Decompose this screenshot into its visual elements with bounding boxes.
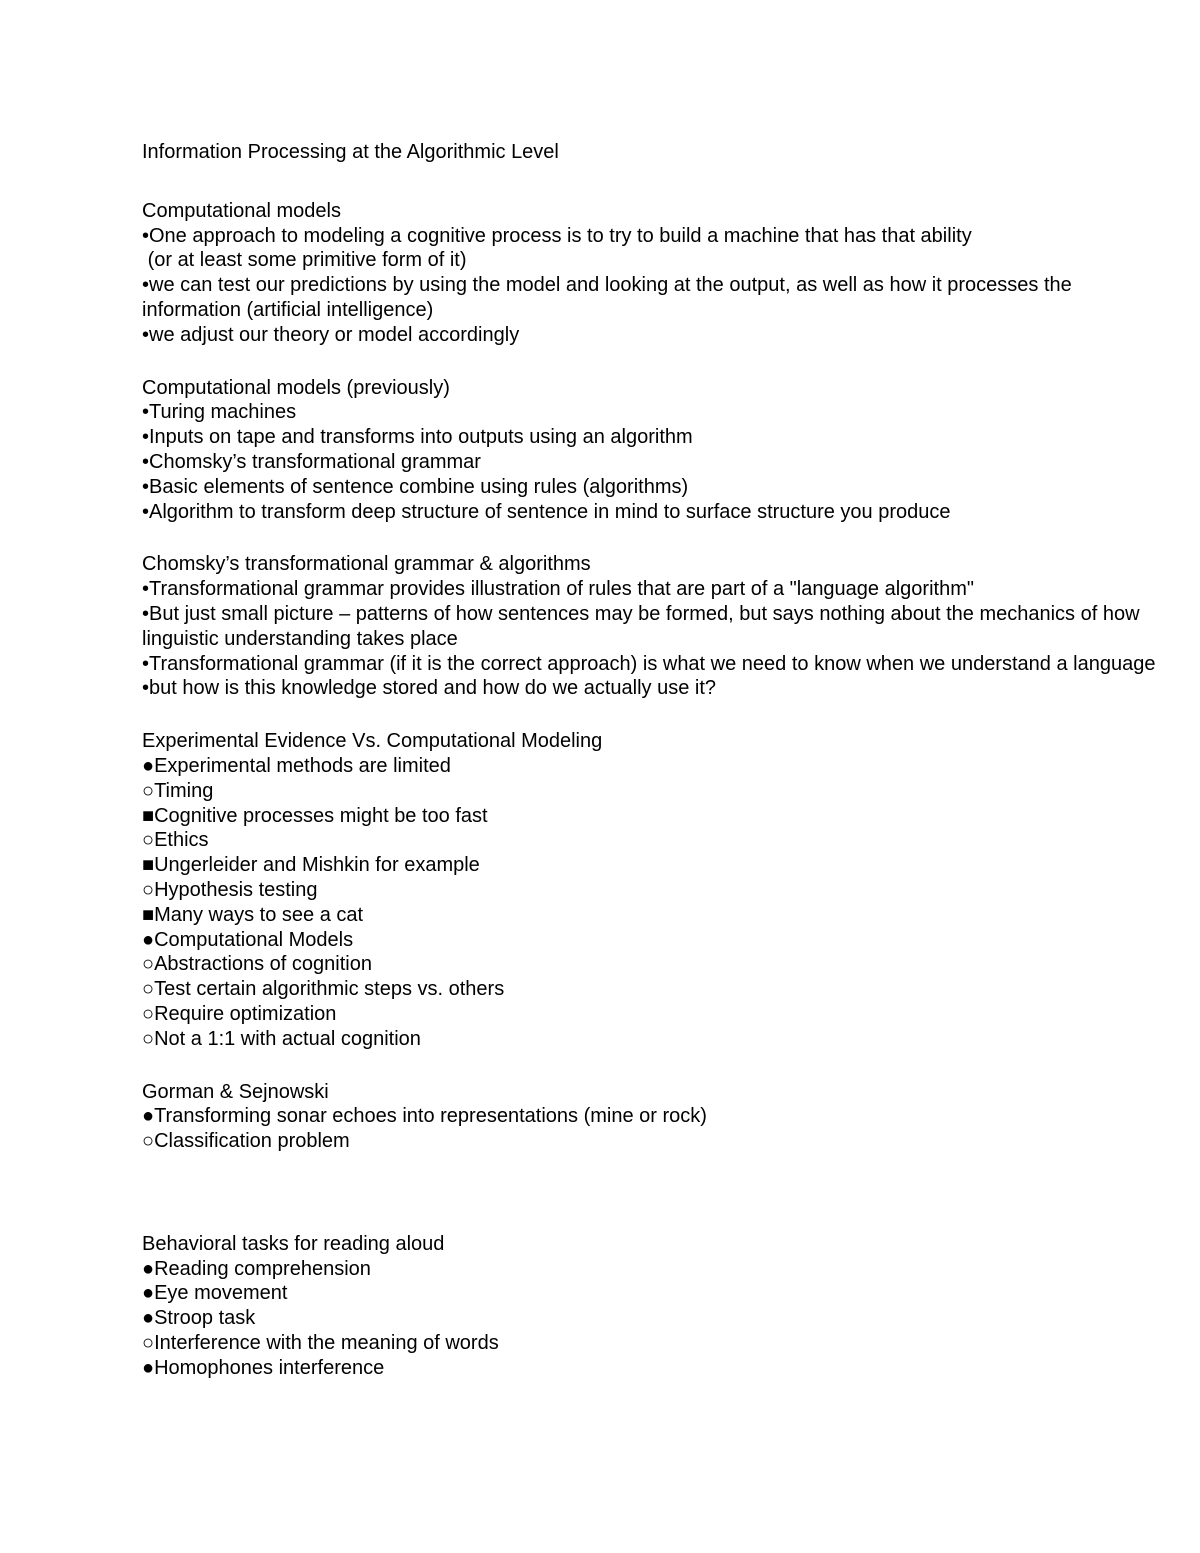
bullet-line: ●Computational Models — [142, 928, 354, 951]
section-heading: Computational models — [142, 199, 341, 222]
section-chomsky-grammar — [142, 552, 1162, 701]
bullet-line: ●Experimental methods are limited — [142, 754, 451, 777]
bullet-line: ●Reading comprehension — [142, 1257, 371, 1280]
bullet-line: ○Timing — [142, 779, 214, 802]
bullet-line: •but how is this knowledge stored and how do we actually use it? — [142, 677, 717, 700]
bullet-line: ○Hypothesis testing — [142, 878, 318, 901]
section-gorman-sejnowski — [142, 1080, 1162, 1154]
section-heading: Experimental Evidence Vs. Computational Modeling — [142, 730, 603, 753]
bullet-line: •Basic elements of sentence combine using rules (algorithms) — [142, 475, 689, 498]
bullet-line: ■Many ways to see a cat — [142, 903, 364, 926]
section-heading: Behavioral tasks for reading aloud — [142, 1232, 445, 1255]
section-experimental-vs-computational — [142, 729, 1162, 1051]
bullet-line: •we adjust our theory or model accordingly — [142, 323, 520, 346]
bullet-line: ●Transforming sonar echoes into representations (mine or rock) — [142, 1105, 707, 1128]
bullet-line: •But just small picture – patterns of how sentences may be formed, but says nothing about the mechanics of how linguistic understanding takes place — [142, 602, 1146, 650]
bullet-line: ○Abstractions of cognition — [142, 953, 372, 976]
bullet-line: ○Test certain algorithmic steps vs. others — [142, 978, 505, 1001]
section-heading: Gorman & Sejnowski — [142, 1080, 329, 1103]
bullet-line: ●Eye movement — [142, 1282, 288, 1305]
bullet-line: ■Ungerleider and Mishkin for example — [142, 854, 480, 877]
bullet-line: •Algorithm to transform deep structure of sentence in mind to surface structure you produce — [142, 500, 951, 523]
bullet-line: ●Homophones interference — [142, 1356, 385, 1379]
section-computational-models — [142, 199, 1162, 348]
section-heading: Computational models (previously) — [142, 376, 450, 399]
section-behavioral-tasks — [142, 1232, 1162, 1381]
bullet-line: ○Ethics — [142, 829, 209, 852]
bullet-line: •Turing machines — [142, 401, 297, 424]
bullet-line: •One approach to modeling a cognitive process is to try to build a machine that has that ability — [142, 224, 972, 247]
bullet-line: •Chomsky’s transformational grammar — [142, 450, 481, 473]
bullet-line: •Inputs on tape and transforms into outputs using an algorithm — [142, 426, 693, 449]
bullet-line: ●Stroop task — [142, 1307, 256, 1330]
bullet-line: ○Not a 1:1 with actual cognition — [142, 1027, 421, 1050]
section-computational-models-previously — [142, 376, 1162, 525]
bullet-line: ○Interference with the meaning of words — [142, 1332, 499, 1355]
document-title: Information Processing at the Algorithmic Level — [142, 141, 559, 163]
bullet-line: •Transformational grammar (if it is the correct approach) is what we need to know when we understand a language — [142, 652, 1156, 675]
section-heading: Chomsky’s transformational grammar & algorithms — [142, 553, 591, 576]
document-page — [142, 140, 1162, 1409]
bullet-line: •Transformational grammar provides illustration of rules that are part of a "language algorithm" — [142, 578, 974, 601]
bullet-line: •we can test our predictions by using the model and looking at the output, as well as how it processes the information (artificial intelligence) — [142, 274, 1078, 321]
bullet-line: ○Require optimization — [142, 1002, 337, 1025]
bullet-line: ○Classification problem — [142, 1130, 350, 1153]
bullet-line: ■Cognitive processes might be too fast — [142, 804, 488, 827]
bullet-line: (or at least some primitive form of it) — [142, 249, 467, 272]
